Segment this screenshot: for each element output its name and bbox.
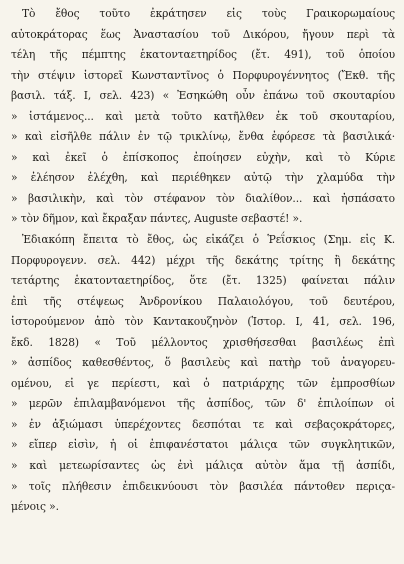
text-line: ἔκδ. 1828) « Τοῦ μέλλοντος χρισθήσεσθαι βασιλέως ἐπὶ [11, 335, 395, 349]
text-line: τέλη τῆς πέμπτης ἑκατονταετηρίδος (ἔτ. 491), τοῦ ὁποίου [11, 48, 395, 62]
text-line: » εἴπερ εἰσὶν, ἡ οἱ ἐπιφανέστατοι μάλιςα τῶν συγκλητικῶν, [11, 438, 395, 452]
text-line: τετάρτης ἑκατονταετηρίδος, ὅτε (ἔτ. 1325) φαίνεται πάλιν [11, 274, 395, 288]
text-line: » καὶ ἐκεῖ ὁ ἐπίσκοπος ἐποίησεν εὐχὴν, καὶ τὸ Κύριε [11, 150, 395, 164]
text-line: » βασιλικὴν, καὶ τὸν στέφανον τὸν διαλίθον... καὶ ἠσπάσατο [11, 191, 395, 205]
text-line: » ἀσπίδος καθεσθέντος, ὅ βασιλεὺς καὶ πατὴρ τοῦ ἀναγορευ- [11, 356, 395, 370]
text-line: Ἐδιακόπη ἔπειτα τὸ ἔθος, ὡς εἰκάζει ὁ Ῥεΐσκιος (Σημ. εἰς Κ. [22, 233, 395, 247]
text-line: αὐτοκράτορας ἕως Ἀναστασίου τοῦ Δικόρου, ἤγουν περὶ τὰ [11, 27, 395, 41]
text-line: » ἐν ἀξιώμασι ὑπερέχοντες δεσπόται τε καὶ σεβαςοκράτορες, [11, 417, 395, 431]
text-line: ἱστορούμενον ἀπὸ τὸν Καντακουζηνὸν (Ἱστορ. Ι, 41, σελ. 196, [11, 315, 395, 329]
text-line: » μερῶν ἐπιλαμβανόμενοι τῆς ἀσπίδος, τῶν δ' ἐπιλοίπων οἱ [11, 397, 395, 411]
text-line: βασιλ. τάξ. Ι, σελ. 423) « Ἐσηκώθη οὖν ἐπάνω τοῦ σκουταρίου [11, 89, 395, 103]
text-line: » τὸν δῆμον, καὶ ἔκραξαν πάντες, Auguste σεβαστέ! ». [11, 212, 303, 226]
text-line: » καὶ μετεωρίσαντες ὡς ἐνὶ μάλιςα αὐτὸν ἅμα τῇ ἀσπίδι, [11, 459, 395, 473]
text-line: ομένου, εἰ γε περίεστι, καὶ ὁ πατριάρχης τῶν ἐμπροσθίων [11, 376, 395, 390]
text-line: » καὶ εἰσῆλθε πάλιν ἐν τῷ τρικλίνῳ, ἔνθα ἐφόρεσε τὰ βασιλικά· [11, 130, 395, 144]
text-line: ἐπὶ τῆς στέψεως Ἀνδρονίκου Παλαιολόγου, τοῦ δευτέρου, [11, 294, 395, 308]
text-line: » ἐλέησον ἐλέχθη, καὶ περιέθηκεν αὐτῷ τὴν χλαμύδα τὴν [11, 171, 395, 185]
text-line: μένοις ». [11, 500, 59, 514]
text-line: Πορφυρογενν. σελ. 442) μέχρι τῆς δεκάτης τρίτης ἢ δεκάτης [11, 253, 395, 267]
text-line: » τοῖς πλήθεσιν ἐπιδεικνύουσι τὸν βασιλέα πάντοθεν περιςα- [11, 479, 395, 493]
text-line: τὴν στέψιν ἱστορεῖ Κωνσταντῖνος ὁ Πορφυρογέννητος (Ἔκθ. τῆς [11, 68, 395, 82]
text-line: » ἱστάμενος... καὶ μετὰ τοῦτο κατῆλθεν ἐκ τοῦ σκουταρίου, [11, 109, 395, 123]
text-line: Τὸ ἔθος τοῦτο ἐκράτησεν εἰς τοὺς Γραικορωμαίους [22, 7, 395, 20]
